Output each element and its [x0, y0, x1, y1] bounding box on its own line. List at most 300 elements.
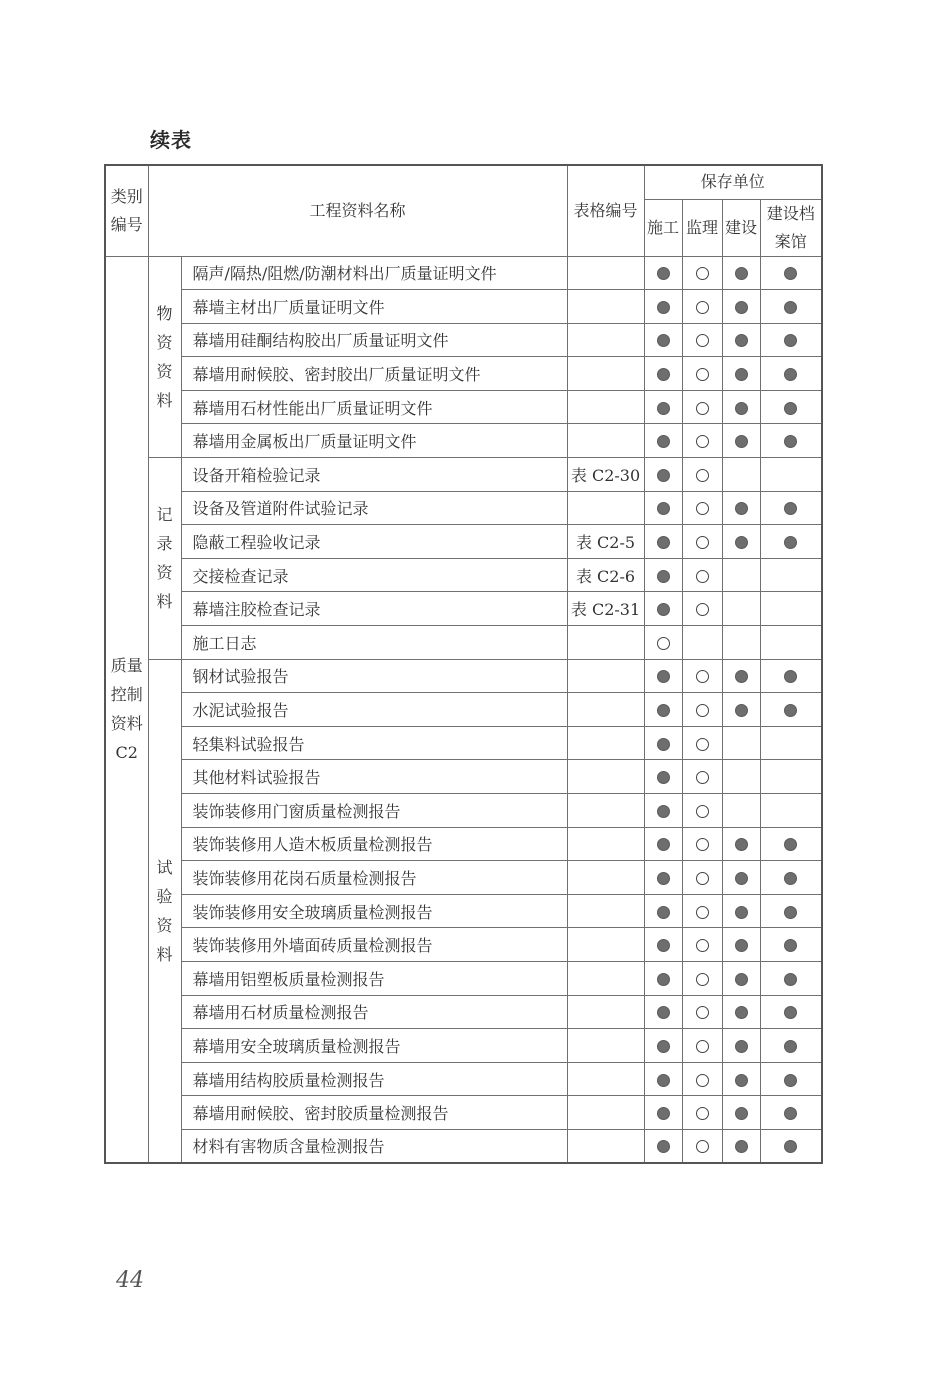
keep-mark-cell-archive — [760, 424, 822, 458]
table-row — [105, 861, 822, 895]
keep-mark-cell-construction — [644, 357, 682, 391]
keep-mark-cell-supervision — [682, 424, 722, 458]
table-row — [105, 256, 822, 290]
keep-mark-cell-supervision — [682, 390, 722, 424]
form-no-cell — [567, 726, 644, 760]
table-row — [105, 323, 822, 357]
keep-mark-cell-owner — [722, 256, 760, 290]
filled-circle-icon — [735, 906, 748, 919]
filled-circle-icon — [784, 1006, 797, 1019]
table-row — [105, 928, 822, 962]
keep-mark-cell-supervision — [682, 1029, 722, 1063]
keep-mark-cell-owner — [722, 760, 760, 794]
table-row — [105, 592, 822, 626]
filled-circle-icon — [784, 872, 797, 885]
filled-circle-icon — [784, 1140, 797, 1153]
filled-circle-icon — [657, 704, 670, 717]
filled-circle-icon — [784, 334, 797, 347]
keep-mark-cell-owner — [722, 794, 760, 828]
keep-mark-cell-supervision — [682, 894, 722, 928]
keep-mark-cell-archive — [760, 290, 822, 324]
filled-circle-icon — [657, 805, 670, 818]
form-no-cell — [567, 290, 644, 324]
header-category-code-text — [106, 183, 148, 239]
form-no-cell — [567, 1029, 644, 1063]
table-row — [105, 693, 822, 727]
keep-mark-cell-owner — [722, 458, 760, 492]
keep-mark-cell-construction — [644, 928, 682, 962]
doc-name-cell: 其他材料试验报告 — [181, 760, 567, 794]
keep-mark-cell-owner — [722, 659, 760, 693]
doc-name-cell: 幕墙用耐候胶、密封胶出厂质量证明文件 — [181, 357, 567, 391]
filled-circle-icon — [735, 1140, 748, 1153]
keep-mark-cell-archive — [760, 961, 822, 995]
keep-mark-cell-archive — [760, 458, 822, 492]
filled-circle-icon — [735, 402, 748, 415]
keep-mark-cell-supervision — [682, 558, 722, 592]
hollow-circle-icon — [696, 670, 709, 683]
doc-name-cell: 交接检查记录 — [181, 558, 567, 592]
doc-name-cell: 装饰装修用门窗质量检测报告 — [181, 794, 567, 828]
keep-mark-cell-owner — [722, 1129, 760, 1163]
keep-mark-cell-construction — [644, 558, 682, 592]
keep-mark-cell-supervision — [682, 525, 722, 559]
header-category-code — [105, 165, 148, 256]
doc-name-cell: 幕墙用安全玻璃质量检测报告 — [181, 1029, 567, 1063]
header-unit-archive-text — [761, 200, 822, 256]
form-no-cell — [567, 1096, 644, 1130]
keep-mark-cell-archive — [760, 760, 822, 794]
hollow-circle-icon — [696, 368, 709, 381]
keep-mark-cell-supervision — [682, 693, 722, 727]
hollow-circle-icon — [696, 1006, 709, 1019]
keep-mark-cell-owner — [722, 525, 760, 559]
keep-mark-cell-supervision — [682, 827, 722, 861]
keep-mark-cell-archive — [760, 390, 822, 424]
form-no-cell — [567, 323, 644, 357]
filled-circle-icon — [784, 973, 797, 986]
keep-mark-cell-supervision — [682, 659, 722, 693]
filled-circle-icon — [657, 1074, 670, 1087]
table-row — [105, 827, 822, 861]
group-label-char: 记 — [156, 505, 173, 525]
keep-mark-cell-archive — [760, 861, 822, 895]
filled-circle-icon — [784, 536, 797, 549]
hollow-circle-icon — [696, 1140, 709, 1153]
filled-circle-icon — [735, 502, 748, 515]
hollow-circle-icon — [696, 1107, 709, 1120]
form-no-cell — [567, 693, 644, 727]
keep-mark-cell-supervision — [682, 861, 722, 895]
filled-circle-icon — [657, 402, 670, 415]
filled-circle-icon — [657, 502, 670, 515]
keep-mark-cell-supervision — [682, 357, 722, 391]
form-no-cell: 表 C2-31 — [567, 592, 644, 626]
hollow-circle-icon — [696, 603, 709, 616]
filled-circle-icon — [735, 1107, 748, 1120]
keep-mark-cell-construction — [644, 1062, 682, 1096]
keep-mark-cell-supervision — [682, 458, 722, 492]
keep-mark-cell-archive — [760, 1129, 822, 1163]
table-row — [105, 1029, 822, 1063]
doc-name-cell: 幕墙用耐候胶、密封胶质量检测报告 — [181, 1096, 567, 1130]
keep-mark-cell-owner — [722, 357, 760, 391]
filled-circle-icon — [784, 704, 797, 717]
form-no-cell — [567, 626, 644, 660]
form-no-cell — [567, 390, 644, 424]
hollow-circle-icon — [696, 502, 709, 515]
keep-mark-cell-archive — [760, 256, 822, 290]
keep-mark-cell-owner — [722, 323, 760, 357]
group-label-char: 料 — [156, 592, 173, 612]
form-no-cell — [567, 491, 644, 525]
table-row — [105, 1129, 822, 1163]
table-row — [105, 995, 822, 1029]
header-category-code-line: 类别 — [110, 186, 143, 206]
records-table — [104, 164, 823, 1164]
hollow-circle-icon — [696, 838, 709, 851]
keep-mark-cell-owner — [722, 491, 760, 525]
table-row — [105, 794, 822, 828]
filled-circle-icon — [657, 771, 670, 784]
form-no-cell — [567, 794, 644, 828]
filled-circle-icon — [735, 435, 748, 448]
keep-mark-cell-construction — [644, 961, 682, 995]
filled-circle-icon — [735, 973, 748, 986]
doc-name-cell: 装饰装修用人造木板质量检测报告 — [181, 827, 567, 861]
category-cell — [105, 256, 148, 1163]
keep-mark-cell-construction — [644, 390, 682, 424]
keep-mark-cell-supervision — [682, 961, 722, 995]
filled-circle-icon — [657, 906, 670, 919]
keep-mark-cell-archive — [760, 827, 822, 861]
group-label-char: 资 — [156, 915, 173, 935]
form-no-cell — [567, 961, 644, 995]
doc-name-cell: 幕墙注胶检查记录 — [181, 592, 567, 626]
keep-mark-cell-supervision — [682, 290, 722, 324]
filled-circle-icon — [784, 301, 797, 314]
keep-mark-cell-supervision — [682, 491, 722, 525]
doc-name-cell: 装饰装修用外墙面砖质量检测报告 — [181, 928, 567, 962]
keep-mark-cell-archive — [760, 794, 822, 828]
keep-mark-cell-construction — [644, 861, 682, 895]
table-row — [105, 760, 822, 794]
filled-circle-icon — [735, 872, 748, 885]
group-label-cell — [148, 458, 181, 660]
category-line: C2 — [115, 743, 138, 763]
keep-mark-cell-construction — [644, 290, 682, 324]
keep-mark-cell-archive — [760, 1062, 822, 1096]
keep-mark-cell-owner — [722, 626, 760, 660]
filled-circle-icon — [735, 536, 748, 549]
header-form-no: 表格编号 — [567, 165, 644, 256]
filled-circle-icon — [657, 469, 670, 482]
keep-mark-cell-supervision — [682, 1062, 722, 1096]
table-row — [105, 525, 822, 559]
doc-name-cell: 幕墙用石材质量检测报告 — [181, 995, 567, 1029]
keep-mark-cell-construction — [644, 1129, 682, 1163]
hollow-circle-icon — [696, 570, 709, 583]
keep-mark-cell-supervision — [682, 794, 722, 828]
page-title: 续表 — [150, 128, 192, 152]
group-label-char: 试 — [156, 857, 173, 877]
filled-circle-icon — [657, 603, 670, 616]
filled-circle-icon — [657, 301, 670, 314]
group-label-char: 物 — [156, 303, 173, 323]
filled-circle-icon — [657, 536, 670, 549]
hollow-circle-icon — [696, 771, 709, 784]
group-label-char: 料 — [156, 944, 173, 964]
keep-mark-cell-supervision — [682, 323, 722, 357]
header-unit-archive-line: 案馆 — [774, 231, 807, 251]
keep-mark-cell-owner — [722, 1062, 760, 1096]
group-label-cell — [148, 659, 181, 1163]
filled-circle-icon — [735, 1006, 748, 1019]
doc-name-cell: 钢材试验报告 — [181, 659, 567, 693]
filled-circle-icon — [657, 872, 670, 885]
hollow-circle-icon — [696, 805, 709, 818]
table-row — [105, 290, 822, 324]
doc-name-cell: 幕墙主材出厂质量证明文件 — [181, 290, 567, 324]
keep-mark-cell-archive — [760, 928, 822, 962]
table-row — [105, 626, 822, 660]
keep-mark-cell-construction — [644, 693, 682, 727]
keep-mark-cell-archive — [760, 659, 822, 693]
keep-mark-cell-construction — [644, 256, 682, 290]
keep-mark-cell-construction — [644, 726, 682, 760]
keep-mark-cell-archive — [760, 726, 822, 760]
filled-circle-icon — [657, 570, 670, 583]
doc-name-cell: 幕墙用石材性能出厂质量证明文件 — [181, 390, 567, 424]
keep-mark-cell-construction — [644, 323, 682, 357]
hollow-circle-icon — [696, 872, 709, 885]
filled-circle-icon — [735, 838, 748, 851]
keep-mark-cell-construction — [644, 491, 682, 525]
keep-mark-cell-supervision — [682, 995, 722, 1029]
filled-circle-icon — [657, 267, 670, 280]
doc-name-cell: 设备及管道附件试验记录 — [181, 491, 567, 525]
keep-mark-cell-construction — [644, 659, 682, 693]
keep-mark-cell-supervision — [682, 626, 722, 660]
keep-mark-cell-construction — [644, 1029, 682, 1063]
keep-mark-cell-archive — [760, 995, 822, 1029]
filled-circle-icon — [735, 267, 748, 280]
filled-circle-icon — [657, 435, 670, 448]
form-no-cell — [567, 1062, 644, 1096]
filled-circle-icon — [657, 670, 670, 683]
form-no-cell — [567, 1129, 644, 1163]
doc-name-cell: 隐蔽工程验收记录 — [181, 525, 567, 559]
group-label-char: 验 — [156, 886, 173, 906]
filled-circle-icon — [735, 1074, 748, 1087]
form-no-cell — [567, 894, 644, 928]
form-no-cell — [567, 928, 644, 962]
filled-circle-icon — [735, 704, 748, 717]
hollow-circle-icon — [696, 939, 709, 952]
form-no-cell — [567, 424, 644, 458]
keep-mark-cell-archive — [760, 525, 822, 559]
doc-name-cell: 装饰装修用安全玻璃质量检测报告 — [181, 894, 567, 928]
keep-mark-cell-owner — [722, 592, 760, 626]
category-line: 控制 — [110, 685, 143, 705]
table-row — [105, 390, 822, 424]
keep-mark-cell-construction — [644, 794, 682, 828]
keep-mark-cell-owner — [722, 827, 760, 861]
filled-circle-icon — [784, 838, 797, 851]
keep-mark-cell-owner — [722, 693, 760, 727]
keep-mark-cell-construction — [644, 894, 682, 928]
group-label-char: 资 — [156, 361, 173, 381]
hollow-circle-icon — [696, 435, 709, 448]
keep-mark-cell-owner — [722, 1096, 760, 1130]
table-row — [105, 1096, 822, 1130]
filled-circle-icon — [784, 1107, 797, 1120]
filled-circle-icon — [657, 838, 670, 851]
filled-circle-icon — [735, 1040, 748, 1053]
filled-circle-icon — [657, 1006, 670, 1019]
keep-mark-cell-owner — [722, 558, 760, 592]
header-unit-supervision: 监理 — [682, 199, 722, 256]
doc-name-cell: 幕墙用金属板出厂质量证明文件 — [181, 424, 567, 458]
table-body — [105, 256, 822, 1163]
doc-name-cell: 施工日志 — [181, 626, 567, 660]
keep-mark-cell-owner — [722, 894, 760, 928]
keep-mark-cell-archive — [760, 592, 822, 626]
table-row — [105, 357, 822, 391]
keep-mark-cell-supervision — [682, 726, 722, 760]
form-no-cell — [567, 760, 644, 794]
keep-mark-cell-archive — [760, 357, 822, 391]
form-no-cell: 表 C2-6 — [567, 558, 644, 592]
doc-name-cell: 幕墙用铝塑板质量检测报告 — [181, 961, 567, 995]
filled-circle-icon — [784, 435, 797, 448]
keep-mark-cell-owner — [722, 390, 760, 424]
doc-name-cell: 装饰装修用花岗石质量检测报告 — [181, 861, 567, 895]
doc-name-cell: 水泥试验报告 — [181, 693, 567, 727]
hollow-circle-icon — [696, 1074, 709, 1087]
filled-circle-icon — [735, 334, 748, 347]
category-line: 资料 — [110, 714, 143, 734]
keep-mark-cell-construction — [644, 827, 682, 861]
filled-circle-icon — [657, 939, 670, 952]
hollow-circle-icon — [696, 469, 709, 482]
doc-name-cell: 幕墙用结构胶质量检测报告 — [181, 1062, 567, 1096]
table-row — [105, 558, 822, 592]
table-row — [105, 491, 822, 525]
filled-circle-icon — [657, 1040, 670, 1053]
doc-name-cell: 材料有害物质含量检测报告 — [181, 1129, 567, 1163]
table-row — [105, 726, 822, 760]
keep-mark-cell-construction — [644, 458, 682, 492]
hollow-circle-icon — [696, 536, 709, 549]
keep-mark-cell-construction — [644, 626, 682, 660]
filled-circle-icon — [784, 267, 797, 280]
filled-circle-icon — [735, 368, 748, 381]
filled-circle-icon — [784, 670, 797, 683]
group-label-char: 录 — [156, 534, 173, 554]
header-unit-archive — [760, 199, 822, 256]
keep-mark-cell-owner — [722, 928, 760, 962]
hollow-circle-icon — [696, 1040, 709, 1053]
keep-mark-cell-archive — [760, 1096, 822, 1130]
doc-name-cell: 设备开箱检验记录 — [181, 458, 567, 492]
hollow-circle-icon — [696, 334, 709, 347]
keep-mark-cell-owner — [722, 290, 760, 324]
keep-mark-cell-construction — [644, 1096, 682, 1130]
keep-mark-cell-archive — [760, 626, 822, 660]
hollow-circle-icon — [696, 402, 709, 415]
filled-circle-icon — [784, 939, 797, 952]
form-no-cell: 表 C2-30 — [567, 458, 644, 492]
keep-mark-cell-supervision — [682, 1129, 722, 1163]
filled-circle-icon — [657, 368, 670, 381]
doc-name-cell: 幕墙用硅酮结构胶出厂质量证明文件 — [181, 323, 567, 357]
filled-circle-icon — [784, 1074, 797, 1087]
keep-mark-cell-archive — [760, 1029, 822, 1063]
keep-mark-cell-supervision — [682, 928, 722, 962]
doc-name-cell: 轻集料试验报告 — [181, 726, 567, 760]
filled-circle-icon — [784, 1040, 797, 1053]
table-row — [105, 458, 822, 492]
filled-circle-icon — [735, 670, 748, 683]
filled-circle-icon — [735, 301, 748, 314]
keep-mark-cell-construction — [644, 592, 682, 626]
filled-circle-icon — [784, 906, 797, 919]
keep-mark-cell-construction — [644, 760, 682, 794]
form-no-cell — [567, 357, 644, 391]
form-no-cell — [567, 256, 644, 290]
keep-mark-cell-supervision — [682, 1096, 722, 1130]
page-number: 44 — [116, 1268, 144, 1293]
group-label-cell — [148, 256, 181, 458]
doc-name-cell: 隔声/隔热/阻燃/防潮材料出厂质量证明文件 — [181, 256, 567, 290]
form-no-cell — [567, 827, 644, 861]
keep-mark-cell-archive — [760, 558, 822, 592]
hollow-circle-icon — [657, 637, 670, 650]
table-row — [105, 894, 822, 928]
keep-mark-cell-construction — [644, 995, 682, 1029]
group-label-char: 料 — [156, 390, 173, 410]
keep-mark-cell-supervision — [682, 760, 722, 794]
hollow-circle-icon — [696, 906, 709, 919]
filled-circle-icon — [657, 738, 670, 751]
hollow-circle-icon — [696, 704, 709, 717]
hollow-circle-icon — [696, 738, 709, 751]
keep-mark-cell-owner — [722, 424, 760, 458]
form-no-cell — [567, 861, 644, 895]
keep-mark-cell-archive — [760, 323, 822, 357]
keep-mark-cell-construction — [644, 424, 682, 458]
keep-mark-cell-owner — [722, 1029, 760, 1063]
form-no-cell — [567, 659, 644, 693]
header-category-code-line: 编号 — [110, 214, 143, 234]
table-row — [105, 1062, 822, 1096]
filled-circle-icon — [657, 1140, 670, 1153]
keep-mark-cell-construction — [644, 525, 682, 559]
header-unit-owner: 建设 — [722, 199, 760, 256]
hollow-circle-icon — [696, 973, 709, 986]
keep-mark-cell-archive — [760, 894, 822, 928]
keep-mark-cell-owner — [722, 861, 760, 895]
filled-circle-icon — [784, 368, 797, 381]
group-label-char: 资 — [156, 563, 173, 583]
header-unit-archive-line: 建设档 — [766, 203, 815, 223]
header-doc-name: 工程资料名称 — [148, 165, 567, 256]
keep-mark-cell-owner — [722, 961, 760, 995]
keep-mark-cell-supervision — [682, 592, 722, 626]
group-label-char: 资 — [156, 332, 173, 352]
hollow-circle-icon — [696, 301, 709, 314]
